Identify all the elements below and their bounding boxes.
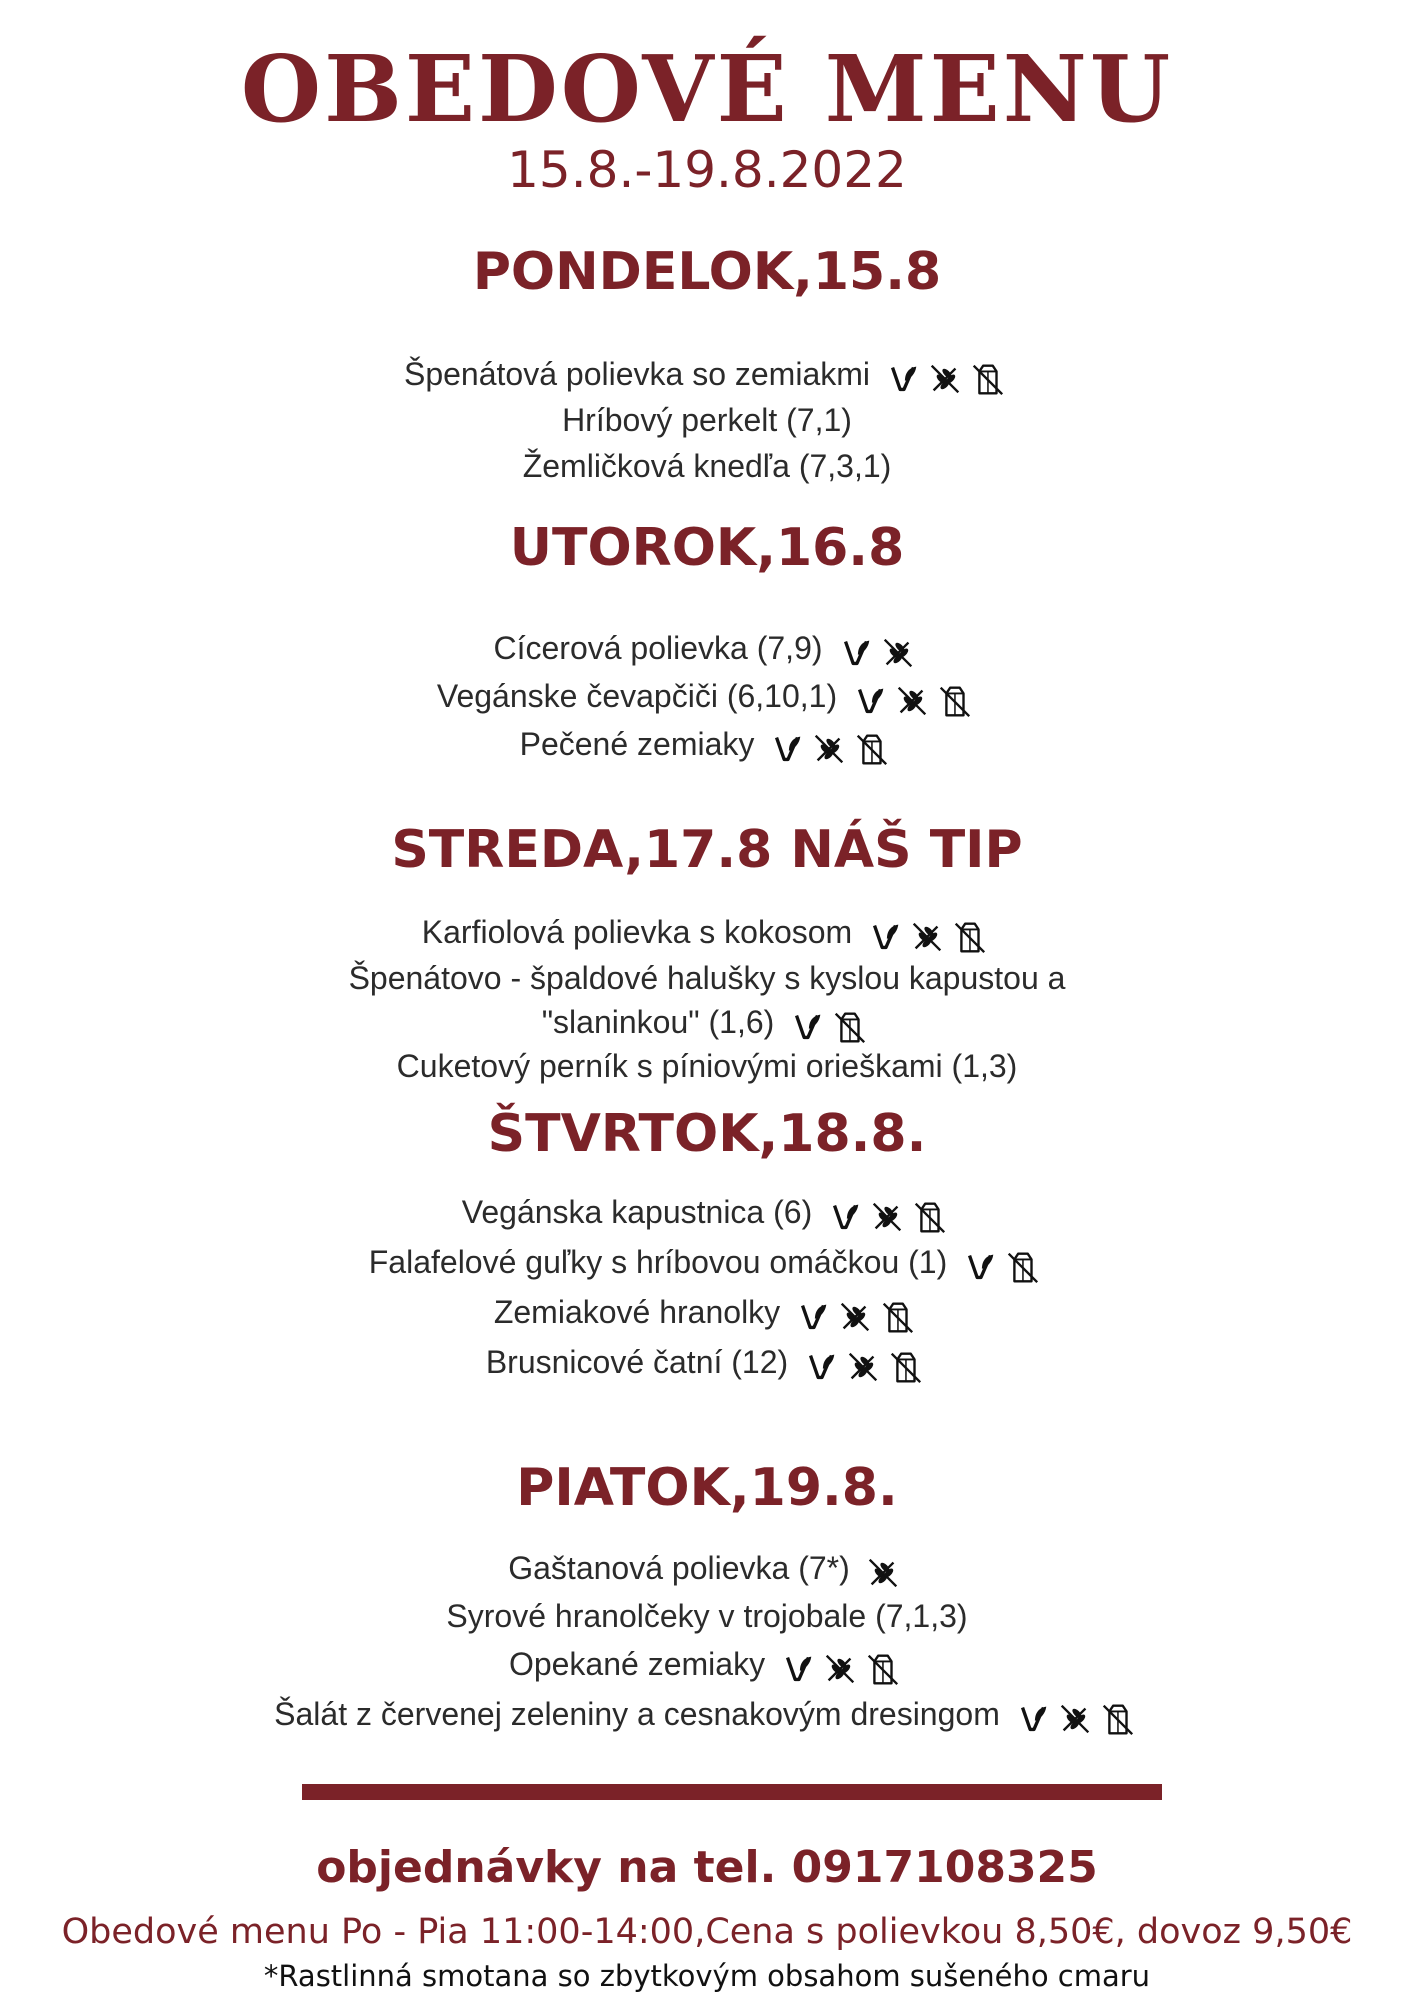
diet-icons (826, 1193, 952, 1237)
menu-item: Gaštanová polievka (7*) (0, 1546, 1414, 1593)
vegan-icon (802, 1348, 840, 1386)
menu-item: Hríbový perkelt (7,1) (562, 402, 852, 438)
vegan-icon (788, 1008, 826, 1046)
gluten-free-icon (879, 634, 917, 672)
menu-item: Cícerová polievka (7,9) (0, 626, 1414, 673)
menu-item: Šalát z červenej zeleniny a cesnakovým dresingom (0, 1692, 1414, 1739)
gluten-free-icon (864, 1554, 902, 1592)
vegan-icon (768, 730, 806, 768)
milk-free-icon (863, 1650, 901, 1688)
menu-item: Špenátovo - špaldové halušky s kyslou kapustou a (348, 960, 1066, 996)
menu-item: Brusnicové čatní (12) (0, 1340, 1414, 1387)
milk-free-icon (830, 1008, 868, 1046)
diet-icons (802, 1343, 928, 1387)
diet-icons (779, 1645, 905, 1689)
milk-free-icon (878, 1298, 916, 1336)
menu-item: Opekané zemiaky (0, 1642, 1414, 1689)
diet-icons (788, 1003, 872, 1047)
gluten-free-icon (810, 730, 848, 768)
menu-item: Pečené zemiaky (0, 722, 1414, 769)
menu-item: Syrové hranolčeky v trojobale (7,1,3) (446, 1598, 968, 1634)
diet-icons (866, 913, 992, 957)
diet-icons (851, 677, 977, 721)
menu-item: Falafelové guľky s hríbovou omáčkou (1) (0, 1240, 1414, 1287)
milk-free-icon (852, 730, 890, 768)
date-range: 15.8.-19.8.2022 (507, 141, 907, 199)
vegan-icon (826, 1198, 864, 1236)
footnote: *Rastlinná smotana so zbytkovým obsahom sušeného cmaru (263, 1959, 1151, 1993)
milk-free-icon (910, 1198, 948, 1236)
gluten-free-icon (844, 1348, 882, 1386)
vegan-icon (1014, 1700, 1052, 1738)
order-phone: objednávky na tel. 0917108325 (316, 1842, 1098, 1893)
menu-item: Špenátová polievka so zemiakmi (0, 352, 1414, 399)
gluten-free-icon (821, 1650, 859, 1688)
gluten-free-icon (908, 918, 946, 956)
milk-free-icon (886, 1348, 924, 1386)
gluten-free-icon (926, 360, 964, 398)
page-title: OBEDOVÉ MENU (240, 35, 1174, 143)
day-heading: UTOROK,16.8 (509, 518, 905, 578)
menu-item: Zemiakové hranolky (0, 1290, 1414, 1337)
vegan-icon (794, 1298, 832, 1336)
milk-free-icon (1003, 1248, 1041, 1286)
gluten-free-icon (868, 1198, 906, 1236)
menu-item: Cuketový perník s píniovými orieškami (1,3) (396, 1048, 1018, 1084)
diet-icons (864, 1549, 906, 1593)
gluten-free-icon (893, 682, 931, 720)
diet-icons (837, 629, 921, 673)
diet-icons (961, 1243, 1045, 1287)
vegan-icon (866, 918, 904, 956)
menu-item: Žemličková knedľa (7,3,1) (522, 448, 892, 484)
vegan-icon (837, 634, 875, 672)
day-heading: PIATOK,19.8. (516, 1458, 898, 1518)
diet-icons (794, 1293, 920, 1337)
divider (302, 1784, 1162, 1800)
milk-free-icon (950, 918, 988, 956)
diet-icons (768, 725, 894, 769)
diet-icons (884, 355, 1010, 399)
diet-icons (1014, 1695, 1140, 1739)
menu-item: Vegánska kapustnica (6) (0, 1190, 1414, 1237)
vegan-icon (851, 682, 889, 720)
gluten-free-icon (1056, 1700, 1094, 1738)
gluten-free-icon (836, 1298, 874, 1336)
menu-item: Vegánske čevapčiči (6,10,1) (0, 674, 1414, 721)
day-heading: ŠTVRTOK,18.8. (487, 1104, 927, 1164)
milk-free-icon (968, 360, 1006, 398)
vegan-icon (961, 1248, 999, 1286)
milk-free-icon (1098, 1700, 1136, 1738)
day-heading: PONDELOK,15.8 (472, 242, 942, 302)
vegan-icon (884, 360, 922, 398)
menu-item: "slaninkou" (1,6) (0, 1000, 1414, 1047)
vegan-icon (779, 1650, 817, 1688)
milk-free-icon (935, 682, 973, 720)
day-heading: STREDA,17.8 NÁŠ TIP (391, 820, 1023, 880)
menu-item: Karfiolová polievka s kokosom (0, 910, 1414, 957)
hours-and-prices: Obedové menu Po - Pia 11:00-14:00,Cena s polievkou 8,50€, dovoz 9,50€ (61, 1912, 1353, 1952)
